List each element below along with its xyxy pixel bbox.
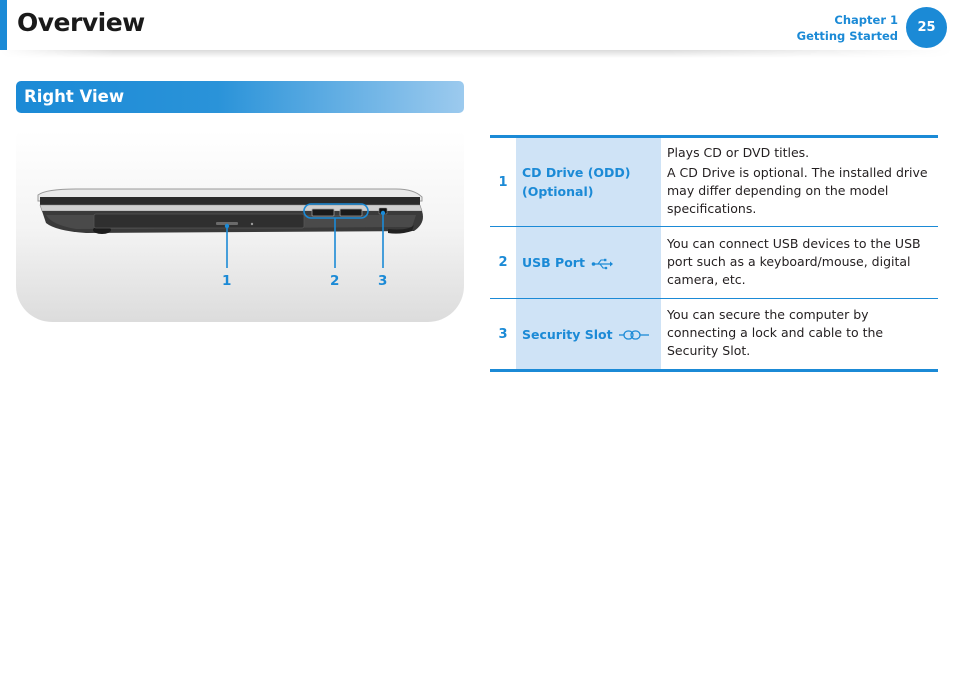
table-row [490,137,938,227]
chapter-info [797,12,898,44]
row-name-line: CD Drive (ODD) [522,165,631,180]
row-number: 3 [490,299,516,371]
laptop-side-illustration [16,131,464,322]
laptop-right-view-figure [16,131,464,322]
table-row [490,227,938,299]
callout-1: 1 [222,273,232,289]
row-name [516,299,661,371]
row-name-line: Security Slot [522,326,613,342]
row-description [661,299,938,371]
row-number: 2 [490,227,516,299]
description-paragraph: You can secure the computer by connecting a lock and cable to the Security Slot. [667,307,884,358]
chapter-name: Getting Started [796,29,898,43]
header-divider [0,50,954,58]
page-number-badge: 25 [906,7,947,48]
section-heading: Right View [16,81,464,113]
table-row [490,299,938,371]
row-name [516,227,661,299]
description-paragraph: You can connect USB devices to the USB port such as a keyboard/mouse, digital camera, etc. [667,235,921,287]
row-description [661,137,938,227]
description-paragraph: Plays CD or DVD titles. [667,145,810,160]
port-description-table [490,135,938,372]
description-paragraph: A CD Drive is optional. The installed drive may differ depending on the model specifications. [667,165,928,216]
row-number: 1 [498,174,508,190]
header-accent-bar [0,0,7,50]
row-name [516,137,661,227]
callout-2: 2 [330,273,340,289]
usb-icon [591,258,613,270]
chapter-label: Chapter 1 [834,13,898,27]
row-name-line: USB Port [522,255,585,270]
security-lock-icon [619,329,649,341]
row-name-line: (Optional) [522,184,594,199]
callout-3: 3 [378,273,388,289]
row-description [661,227,938,299]
page-title: Overview [17,8,145,37]
